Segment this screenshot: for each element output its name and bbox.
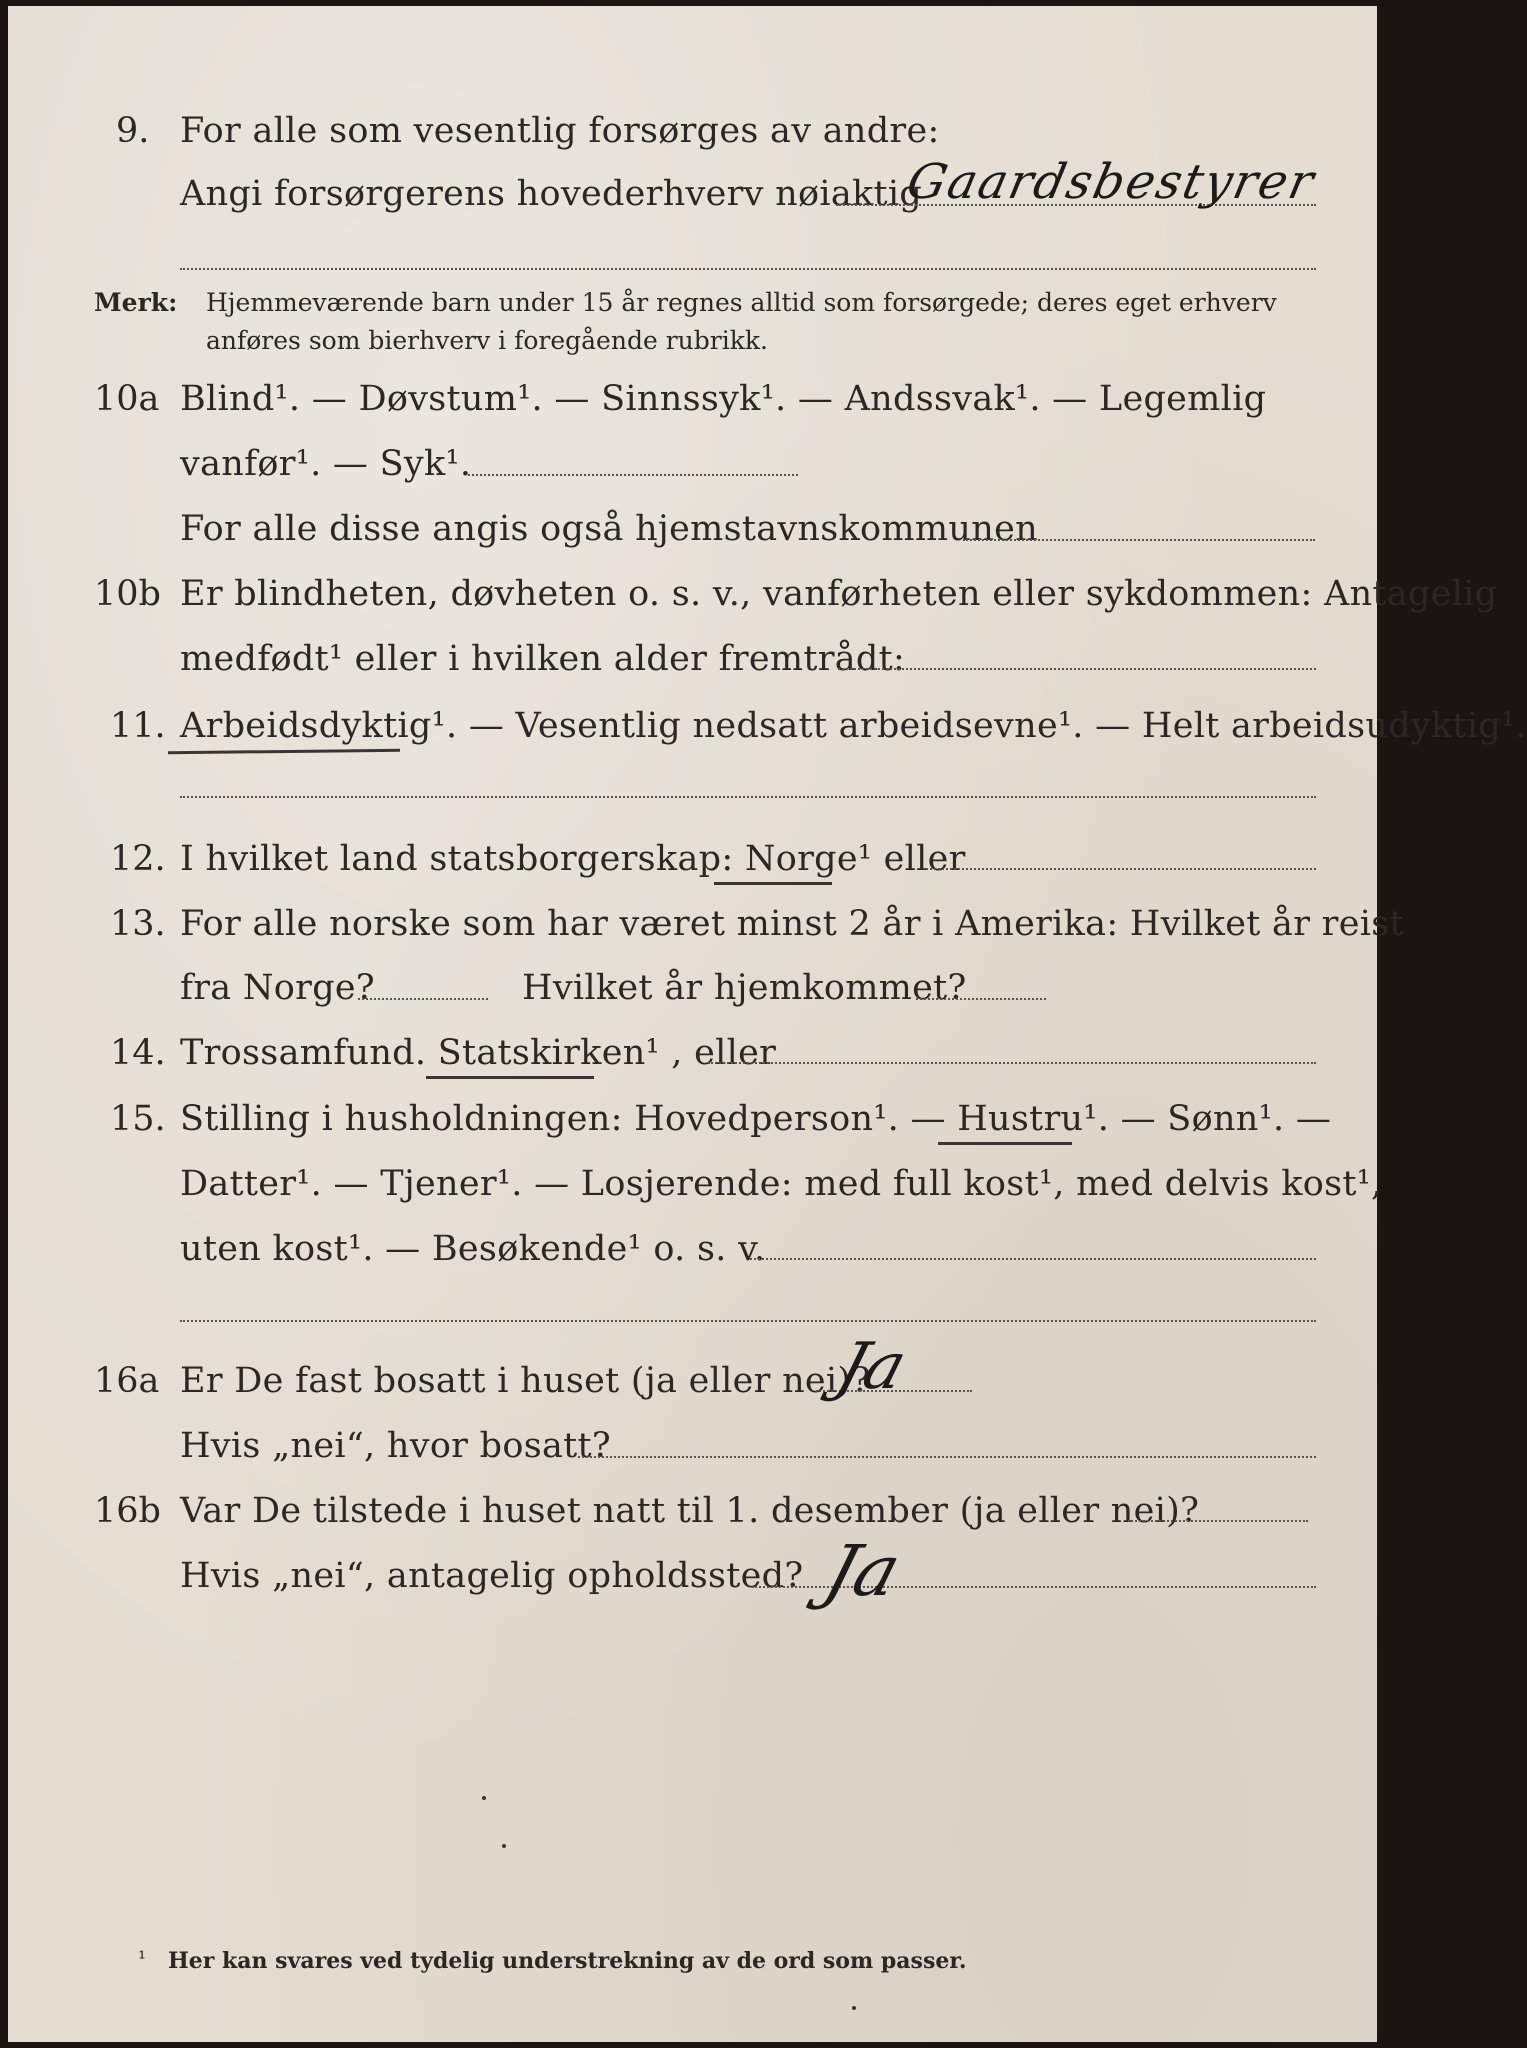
q15-line2: Datter¹. — Tjener¹. — Losjerende: med full kost¹, med delvis kost¹, bbox=[180, 1164, 1383, 1204]
q12-underline-norge bbox=[714, 882, 832, 885]
ink-speck bbox=[852, 2006, 856, 2010]
q13-number: 13. bbox=[110, 904, 166, 944]
q15-number: 15. bbox=[110, 1099, 166, 1139]
q12-line1: I hvilket land statsborgerskap: Norge¹ eller bbox=[180, 839, 966, 879]
q11-underline-arbeidsdyktig bbox=[168, 749, 400, 754]
q13-hjemkommet-line bbox=[916, 998, 1046, 1000]
q10a-line2: vanfør¹. — Syk¹. bbox=[180, 444, 472, 484]
q16b-answer-line bbox=[1128, 1520, 1308, 1522]
q9-line2: Angi forsørgerens hovederhverv nøiaktig bbox=[180, 174, 923, 214]
q15-line1: Stilling i husholdningen: Hovedperson¹. — Hustru¹. — Sønn¹. — bbox=[180, 1099, 1332, 1139]
q14-answer-line bbox=[708, 1062, 1316, 1064]
q14-line1: Trossamfund. Statskirken¹ , eller bbox=[180, 1033, 777, 1073]
merk-line1: Hjemmeværende barn under 15 år regnes alltid som forsørgede; deres eget erhverv bbox=[206, 288, 1277, 317]
q16a-number: 16a bbox=[94, 1361, 160, 1401]
q13-line2a: fra Norge? bbox=[180, 968, 375, 1008]
q9-handwritten-answer: Gaardsbestyrer bbox=[902, 154, 1321, 210]
footnote-mark: ¹ bbox=[138, 1946, 147, 1970]
census-form-page bbox=[8, 6, 1527, 2042]
q14-underline-statskirken bbox=[426, 1076, 594, 1079]
q9-number: 9. bbox=[116, 111, 150, 151]
q15-answer-line bbox=[750, 1258, 1316, 1260]
q10b-line1: Er blindheten, døvheten o. s. v., vanførheten eller sykdommen: Antagelig bbox=[180, 574, 1498, 614]
q11-extra-line bbox=[180, 796, 1316, 798]
q10b-answer-line bbox=[838, 668, 1316, 670]
q16a-line2: Hvis „nei“, hvor bosatt? bbox=[180, 1426, 611, 1466]
q10b-line2: medfødt¹ eller i hvilken alder fremtrådt: bbox=[180, 639, 906, 679]
q9-extra-line bbox=[180, 268, 1316, 270]
q11-line1: Arbeidsdyktig¹. — Vesentlig nedsatt arbeidsevne¹. — Helt arbeidsudyktig¹. bbox=[180, 706, 1527, 746]
footnote-text: Her kan svares ved tydelig understrekning av de ord som passer. bbox=[168, 1948, 967, 1974]
q10a-kommune-line bbox=[963, 539, 1315, 541]
q12-answer-line bbox=[926, 868, 1316, 870]
merk-label: Merk: bbox=[94, 288, 178, 317]
q16b-line1: Var De tilstede i huset natt til 1. desember (ja eller nei)? bbox=[180, 1491, 1200, 1531]
q16a-line1: Er De fast bosatt i huset (ja eller nei)? bbox=[180, 1361, 871, 1401]
q10a-line1: Blind¹. — Døvstum¹. — Sinnssyk¹. — Andssvak¹. — Legemlig bbox=[180, 379, 1267, 419]
q15-underline-hustru bbox=[938, 1142, 1072, 1145]
q15-line3: uten kost¹. — Besøkende¹ o. s. v. bbox=[180, 1229, 766, 1269]
q16b-line2: Hvis „nei“, antagelig opholdssted? bbox=[180, 1556, 804, 1596]
q16b-handwritten-answer: Ja bbox=[816, 1530, 910, 1612]
q10a-syk-line bbox=[468, 474, 798, 476]
q13-line2b: Hvilket år hjemkommet? bbox=[522, 968, 967, 1008]
q10b-number: 10b bbox=[94, 574, 161, 614]
q15-extra-line bbox=[180, 1320, 1316, 1322]
q10a-line3: For alle disse angis også hjemstavnskommunen bbox=[180, 509, 1038, 549]
q16b-number: 16b bbox=[94, 1491, 161, 1531]
q12-number: 12. bbox=[110, 839, 166, 879]
q10a-number: 10a bbox=[94, 379, 160, 419]
q9-line1: For alle som vesentlig forsørges av andre: bbox=[180, 111, 940, 151]
q16a-bosatt-line bbox=[578, 1456, 1316, 1458]
merk-line2: anføres som bierhverv i foregående rubrikk. bbox=[206, 326, 768, 355]
ink-speck bbox=[502, 1844, 506, 1848]
q13-reist-line bbox=[358, 998, 488, 1000]
ink-speck bbox=[482, 1796, 486, 1800]
q11-number: 11. bbox=[110, 706, 166, 746]
q13-line1: For alle norske som har været minst 2 år i Amerika: Hvilket år reist bbox=[180, 904, 1404, 944]
q16a-handwritten-answer: Ja bbox=[829, 1330, 915, 1404]
q14-number: 14. bbox=[110, 1033, 166, 1073]
